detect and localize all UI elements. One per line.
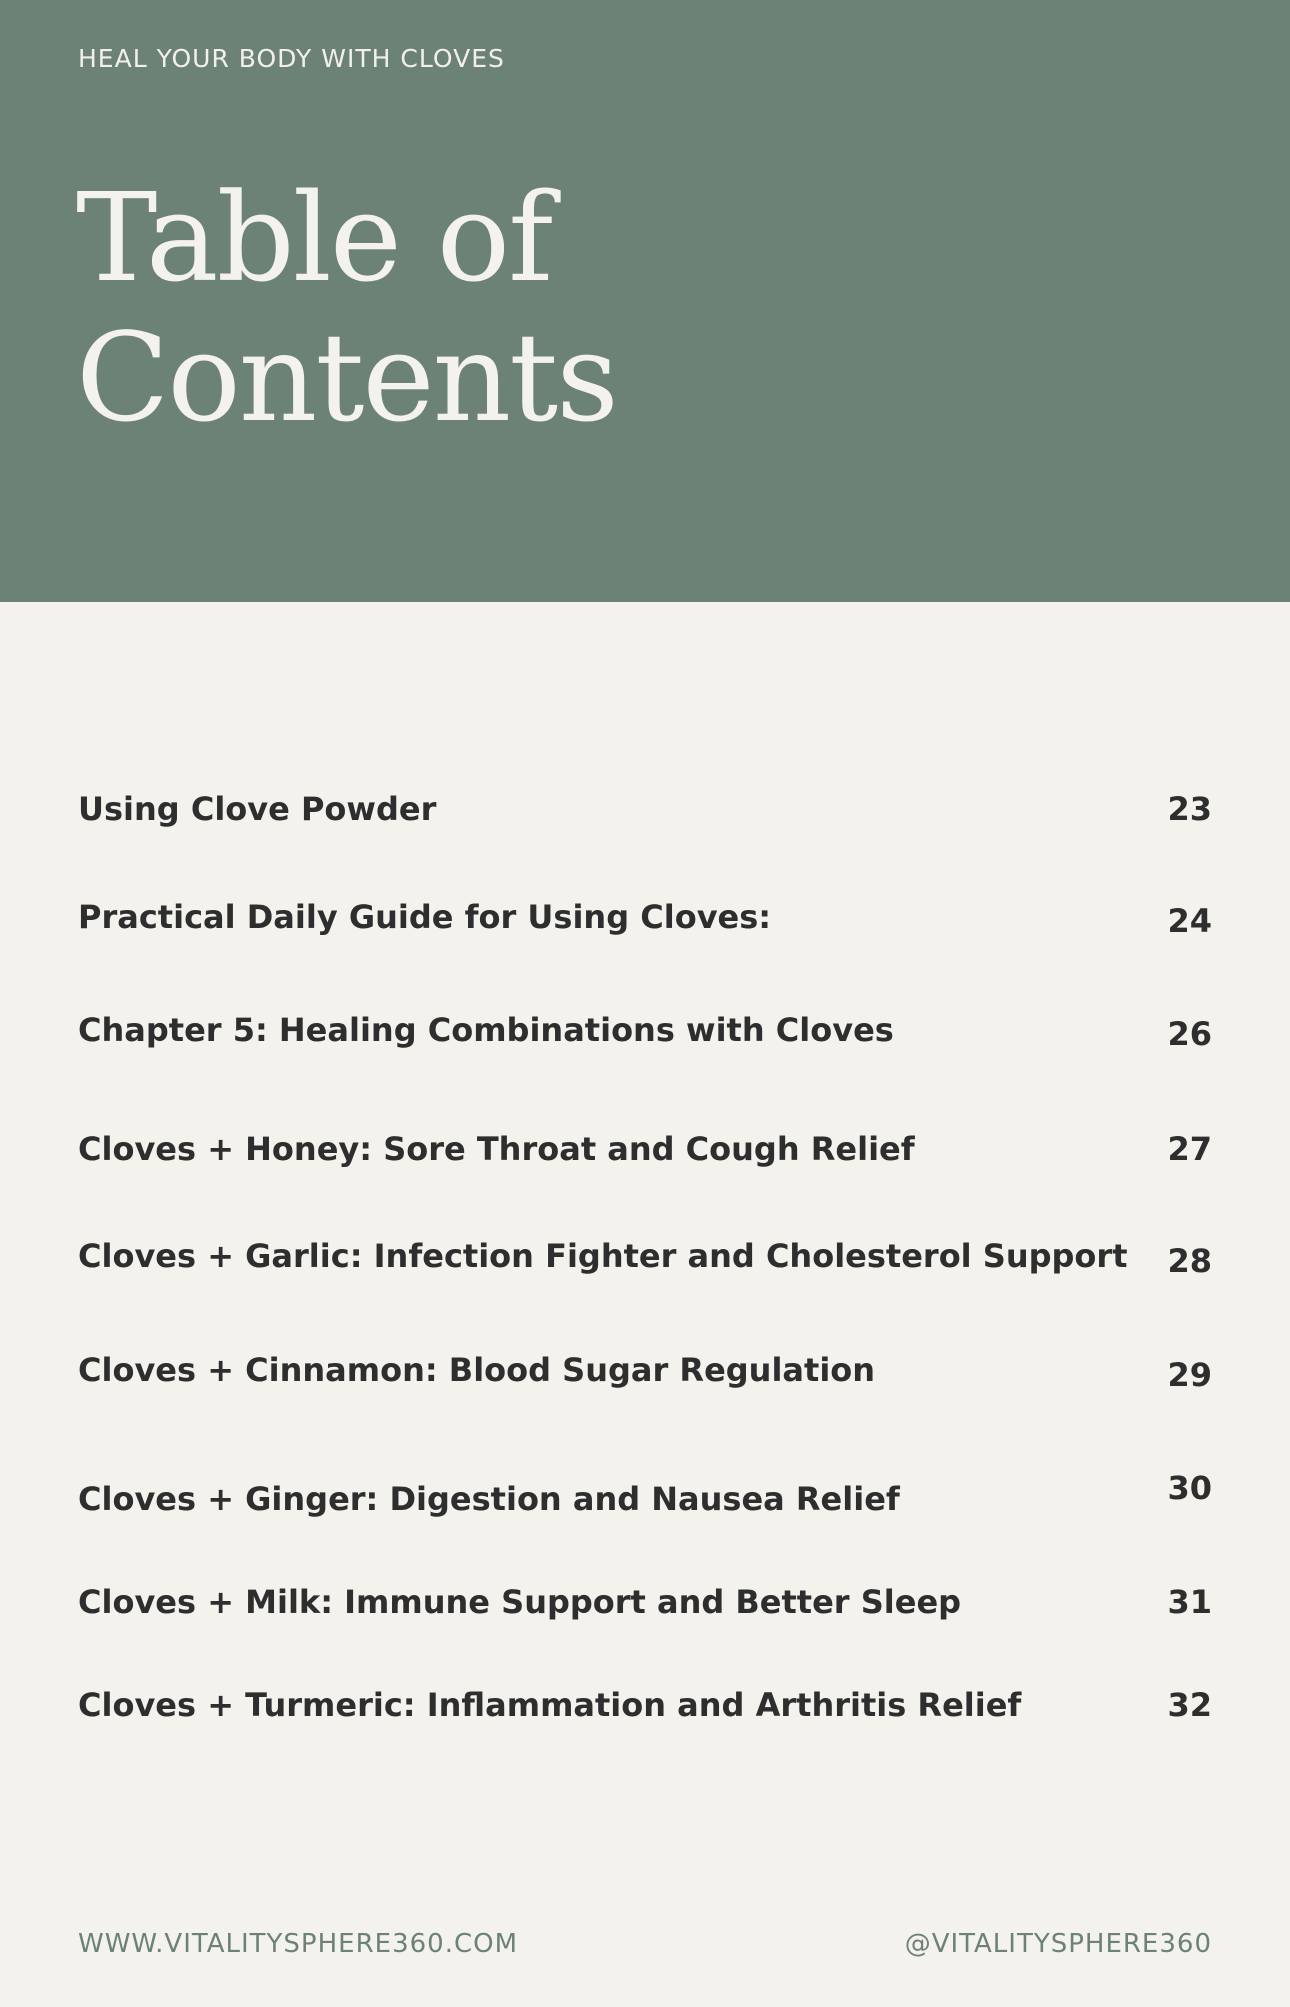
toc-entry-page: 32 (1167, 1686, 1212, 1724)
website-link[interactable]: WWW.VITALITYSPHERE360.COM (78, 1929, 519, 1959)
toc-entry[interactable] (78, 1351, 1212, 1411)
toc-entry[interactable] (78, 898, 1212, 958)
book-subtitle: HEAL YOUR BODY WITH CLOVES (78, 44, 505, 73)
page-title-line-1: Table of (76, 167, 552, 309)
page-title (76, 168, 617, 448)
social-handle[interactable]: @VITALITYSPHERE360 (904, 1929, 1212, 1959)
toc-entry-page: 30 (1167, 1469, 1212, 1507)
toc-entry[interactable] (78, 1011, 1212, 1071)
toc-entry-page: 31 (1167, 1583, 1212, 1621)
page-title-line-2: Contents (76, 307, 617, 449)
toc-entry-page: 26 (1167, 1015, 1212, 1053)
toc-entry-page: 27 (1167, 1130, 1212, 1168)
toc-entry-page: 29 (1167, 1356, 1212, 1394)
toc-entry-label: Using Clove Powder (78, 790, 437, 828)
toc-entry-page: 24 (1167, 902, 1212, 940)
toc-entry-page: 23 (1167, 790, 1212, 828)
toc-entry-label: Cloves + Garlic: Infection Fighter and Cholesterol Support (78, 1237, 1128, 1275)
toc-entry-label: Cloves + Ginger: Digestion and Nausea Relief (78, 1480, 900, 1518)
toc-entry[interactable] (78, 1130, 1212, 1190)
toc-entry-label: Practical Daily Guide for Using Cloves: (78, 898, 772, 936)
toc-entry-label: Cloves + Honey: Sore Throat and Cough Relief (78, 1130, 915, 1168)
toc-entry[interactable] (78, 790, 1212, 850)
toc-entry-page: 28 (1167, 1242, 1212, 1280)
toc-entry-label: Chapter 5: Healing Combinations with Cloves (78, 1011, 894, 1049)
toc-entry-label: Cloves + Milk: Immune Support and Better Sleep (78, 1583, 962, 1621)
toc-entry[interactable] (78, 1583, 1212, 1643)
toc-entry-label: Cloves + Turmeric: Inflammation and Arthritis Relief (78, 1686, 1022, 1724)
toc-entry-label: Cloves + Cinnamon: Blood Sugar Regulation (78, 1351, 876, 1389)
toc-entry[interactable] (78, 1469, 1212, 1529)
header-banner (0, 0, 1290, 602)
toc-entry[interactable] (78, 1237, 1212, 1297)
toc-entry[interactable] (78, 1686, 1212, 1746)
